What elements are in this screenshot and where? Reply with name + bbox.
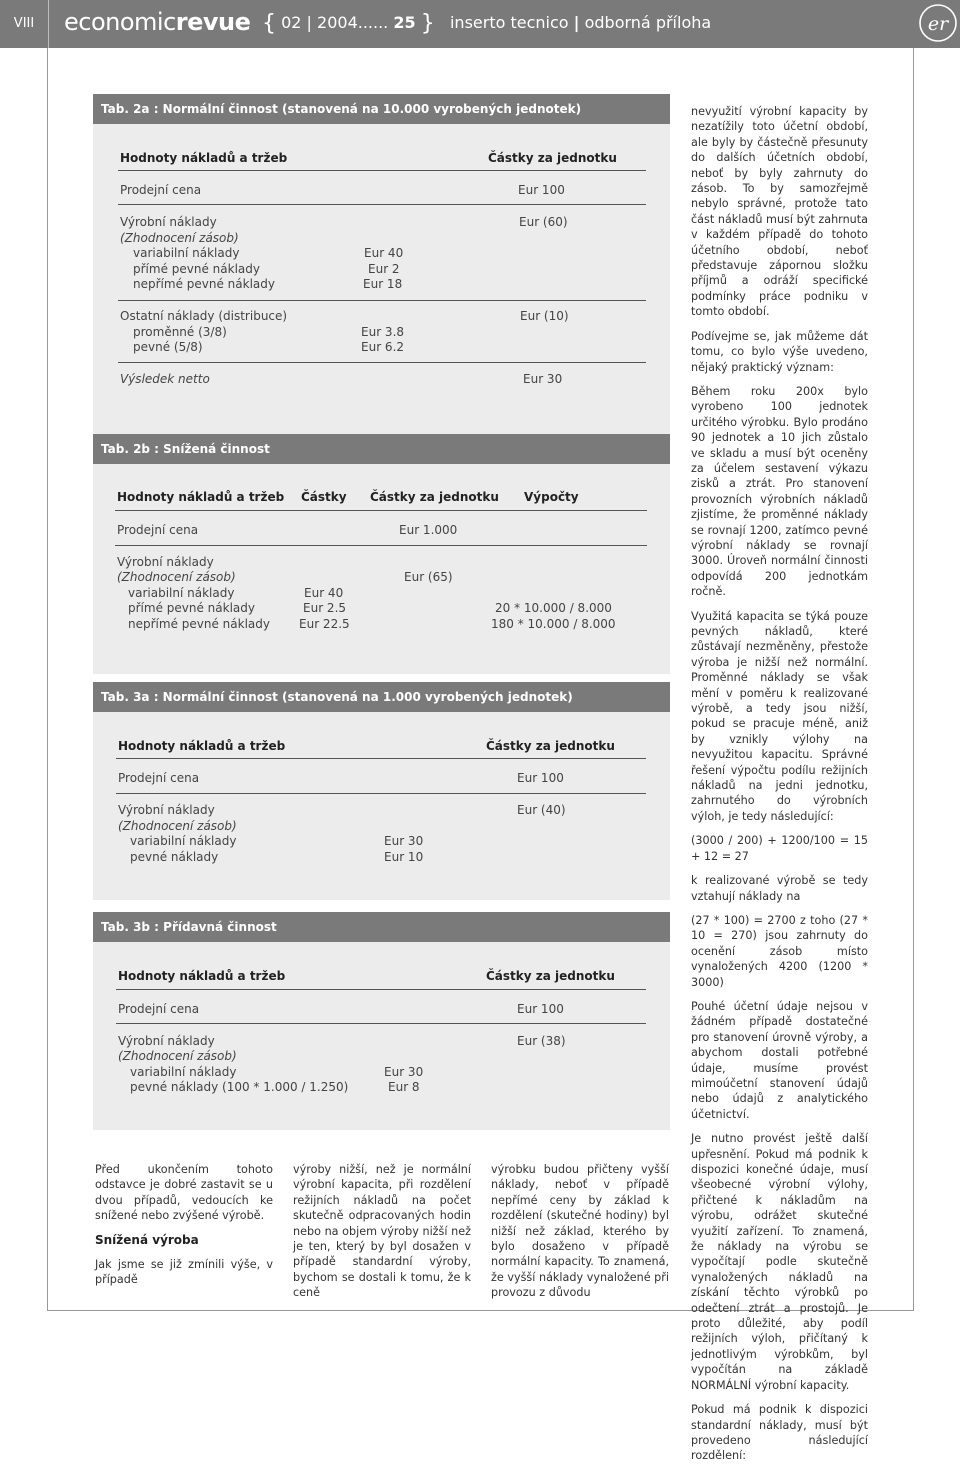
row-label: variabilní náklady xyxy=(130,1065,237,1079)
row-label: (Zhodnocení zásob) xyxy=(118,1049,237,1063)
table-2b xyxy=(93,434,670,674)
paragraph: Pouhé účetní údaje nejsou v žádném případě dostatečné pro stanovení úrovně výroby, a abychom dostali potřebné údaje, musíme provést mimoúčetní stanovení údajů nebo údajů z analytického účetnictví. xyxy=(691,999,868,1121)
row-label: Prodejní cena xyxy=(118,1002,200,1016)
row-label: Výrobní náklady xyxy=(120,215,217,229)
text-column-3 xyxy=(491,1162,669,1310)
paragraph: nevyužití výrobní kapacity by nezatížily toto účetní období, ale byly by částečně přesunuty do dalších účetních období, neboť by byly zahrnuty do zásob. To by samozřejmě nebylo správné, protože tato část nákladů musí být zahrnuta v každém případě do tohoto účetního období, neboť představuje zápornou složku příjmů a odráží specifické podmínky práce podniku v tomto období. xyxy=(691,105,868,319)
paragraph: Jak jsme se již zmínili výše, v případě xyxy=(95,1258,273,1287)
paragraph: výrobku budou přičteny vyšší náklady, neboť v případě nepřímé ceny by základ k rozdělení (skutečné hodiny) byl nižší než základ, kterého by bylo dosaženo v případě normální kapacity. To znamená, že vyšší náklady vynaložené při provozu z důvodu xyxy=(491,1163,669,1300)
table-2b-col3: Částky za jednotku xyxy=(370,490,499,504)
issue-number: 02 xyxy=(281,13,302,32)
divider xyxy=(116,989,646,990)
row-label: pevné (5/8) xyxy=(133,340,203,354)
brace-close: } xyxy=(420,11,435,36)
section-separator: | xyxy=(573,13,580,32)
divider xyxy=(116,758,646,759)
row-value: Eur 100 xyxy=(517,771,564,785)
text-column-1 xyxy=(95,1162,273,1297)
formula: (27 * 100) = 2700 z toho (27 * 10 = 270) jsou zahrnuty do ocenění zásob místo vynaložených 4200 (1200 * 3000) xyxy=(691,913,868,989)
row-calculation: 20 * 10.000 / 8.000 xyxy=(495,601,612,615)
row-label: Výrobní náklady xyxy=(118,1034,215,1048)
row-label: nepřímé pevné náklady xyxy=(128,617,270,631)
divider xyxy=(118,204,646,205)
paragraph: Je nutno provést ještě další upřesnění. Pokud má podnik k dispozici konečné údaje, musí všeobecné výrobní výlohy, přičtené k nákladům na výrobu, odrážet skutečné využití zařízení. To znamená, že náklady na výrobu se vypočítají podle skutečně vynaložených nákladů na získání těchto výrobků po odečtení ztrát a prostojů. Je proto důležité, aby podíl režijních výloh, přičítaný k jednotlivým výrobkům, byl vypočítán na základě NORMÁLNÍ výrobní kapacity. xyxy=(691,1132,868,1392)
page-number: VIII xyxy=(0,0,49,48)
row-label: Výrobní náklady xyxy=(117,555,214,569)
divider xyxy=(116,1023,646,1024)
row-amount: Eur 40 xyxy=(304,586,344,600)
row-label: (Zhodnocení zásob) xyxy=(118,819,237,833)
table-2b-col4: Výpočty xyxy=(524,490,579,504)
row-label: přímé pevné náklady xyxy=(128,601,255,615)
row-amount: Eur 3.8 xyxy=(361,325,405,339)
row-value: Eur (40) xyxy=(517,803,566,817)
row-label: proměnné (3/8) xyxy=(133,325,227,339)
table-2a-col-left: Hodnoty nákladů a tržeb xyxy=(120,151,288,165)
table-3b-col-left: Hodnoty nákladů a tržeb xyxy=(118,969,286,983)
paragraph: k realizované výrobě se tedy vztahují náklady na xyxy=(691,874,868,903)
divider xyxy=(115,545,647,546)
row-amount: Eur 10 xyxy=(384,850,424,864)
divider xyxy=(118,362,646,363)
row-label: Prodejní cena xyxy=(117,523,199,537)
row-value: Eur 1.000 xyxy=(399,523,458,537)
row-amount: Eur 30 xyxy=(384,834,424,848)
row-amount: Eur 8 xyxy=(388,1080,420,1094)
issue-page: 25 xyxy=(393,13,416,32)
section-sk: odborná příloha xyxy=(584,13,712,32)
row-label: Prodejní cena xyxy=(118,771,200,785)
divider xyxy=(118,300,646,301)
issue-pipe: | xyxy=(306,13,312,32)
row-label: variabilní náklady xyxy=(128,586,235,600)
table-2a-title: Tab. 2a : Normální činnost (stanovená na 10.000 vyrobených jednotek) xyxy=(93,94,670,124)
row-label: variabilní náklady xyxy=(130,834,237,848)
table-2b-col2: Částky xyxy=(301,490,347,504)
row-value: Eur (10) xyxy=(520,309,569,323)
table-3a-col-right: Částky za jednotku xyxy=(486,739,615,753)
table-3a xyxy=(93,682,670,900)
formula: (3000 / 200) + 1200/100 = 15 + 12 = 27 xyxy=(691,834,868,863)
row-label: Ostatní náklady (distribuce) xyxy=(120,309,288,323)
row-value: Eur 100 xyxy=(518,183,565,197)
row-label: pevné náklady (100 * 1.000 / 1.250) xyxy=(130,1080,349,1094)
brace-open: { xyxy=(262,11,276,36)
divider xyxy=(118,170,646,171)
paragraph: výroby nižší, než je normální výrobní kapacita, při rozdělení režijních nákladů na počet skutečně odpracovaných hodin nebo na objem výroby nižší než je ten, který by byl dosažen v případě standardní výroby, bychom se dostali k tomu, že k ceně xyxy=(293,1163,471,1300)
row-label: variabilní náklady xyxy=(133,246,240,260)
row-amount: Eur 30 xyxy=(384,1065,424,1079)
paragraph: Pokud má podnik k dispozici standardní náklady, musí být provedeno následující rozdělení: xyxy=(691,1403,868,1463)
divider xyxy=(116,793,646,794)
table-2a-col-right: Částky za jednotku xyxy=(488,151,617,165)
row-value: Eur 100 xyxy=(517,1002,564,1016)
issue-year: 2004 xyxy=(317,13,358,32)
row-value: Eur 30 xyxy=(523,372,563,386)
page-header xyxy=(0,0,960,48)
row-label: (Zhodnocení zásob) xyxy=(120,231,239,245)
paragraph: Během roku 200x bylo vyrobeno 100 jednotek určitého výrobku. Bylo prodáno 90 jednotek a 10 jich zůstalo ve skladu a musí být oceněny za účelem sestavení výkazu zisků a ztrát. Pro stanovení provozních výrobních nákladů zjistíme, že proměnné náklady se rovnají 1200, zatímco pevné výrobní náklady se rovnají 3000. Úroveň normální činnosti odpovídá 200 jednotkám ročně. xyxy=(691,384,868,599)
svg-text:er: er xyxy=(927,13,949,35)
row-amount: Eur 6.2 xyxy=(361,340,405,354)
er-logo-icon xyxy=(918,3,958,43)
divider xyxy=(115,510,647,511)
row-amount: Eur 2 xyxy=(368,262,400,276)
table-3b-title: Tab. 3b : Přídavná činnost xyxy=(93,912,670,942)
text-column-2 xyxy=(293,1162,471,1310)
row-label: Výrobní náklady xyxy=(118,803,215,817)
row-amount: Eur 18 xyxy=(363,277,403,291)
paragraph: Využitá kapacita se týká pouze pevných nákladů, které zůstávají nezměněny, přestože výroba je nižší než normální. Proměnné náklady se však mění v poměru k realizované výrobě, a tedy jsou nižší, pokud se pracuje méně, aniž by vznikly výlohy na nevyužitou kapacitu. Správné řešení výpočtu podílu režijních nákladů na jedni jednotku, zahrnutého do výrobních výloh, je tedy následující: xyxy=(691,609,868,823)
paragraph: Před ukončením tohoto odstavce je dobré zastavit se u dvou případů, vedoucích ke snížené nebo zvýšené výrobě. xyxy=(95,1163,273,1223)
table-3a-col-left: Hodnoty nákladů a tržeb xyxy=(118,739,286,753)
row-value: Eur (38) xyxy=(517,1034,566,1048)
row-label: pevné náklady xyxy=(130,850,219,864)
table-2b-title: Tab. 2b : Snížená činnost xyxy=(93,434,670,464)
issue-info xyxy=(262,11,711,36)
text-column-right xyxy=(691,104,868,1473)
row-label: nepřímé pevné náklady xyxy=(133,277,275,291)
row-amount: Eur 2.5 xyxy=(303,601,347,615)
row-amount: Eur 40 xyxy=(364,246,404,260)
frame-right xyxy=(913,48,914,1310)
brand-bold: revue xyxy=(175,8,251,36)
frame-left xyxy=(47,48,48,1310)
row-value: Eur (65) xyxy=(404,570,453,584)
row-label: Prodejní cena xyxy=(120,183,202,197)
row-calculation: 180 * 10.000 / 8.000 xyxy=(491,617,616,631)
paragraph: Podívejme se, jak můžeme dát tomu, co bylo výše uvedeno, nějaký praktický význam: xyxy=(691,329,868,374)
table-3b-col-right: Částky za jednotku xyxy=(486,969,615,983)
row-label: přímé pevné náklady xyxy=(133,262,260,276)
table-3a-title: Tab. 3a : Normální činnost (stanovená na 1.000 vyrobených jednotek) xyxy=(93,682,670,712)
row-label: (Zhodnocení zásob) xyxy=(117,570,236,584)
section-cz: inserto tecnico xyxy=(449,13,569,32)
issue-ellipsis: ...... xyxy=(357,13,389,32)
brand-light: economic xyxy=(64,8,176,36)
table-2a xyxy=(93,94,670,436)
row-amount: Eur 22.5 xyxy=(299,617,350,631)
table-2b-col1: Hodnoty nákladů a tržeb xyxy=(117,490,285,504)
row-value: Eur (60) xyxy=(519,215,568,229)
table-3b xyxy=(93,912,670,1130)
section-heading: Snížená výroba xyxy=(95,1232,199,1247)
brand-wordmark xyxy=(64,8,250,36)
row-label: Výsledek netto xyxy=(120,372,210,386)
